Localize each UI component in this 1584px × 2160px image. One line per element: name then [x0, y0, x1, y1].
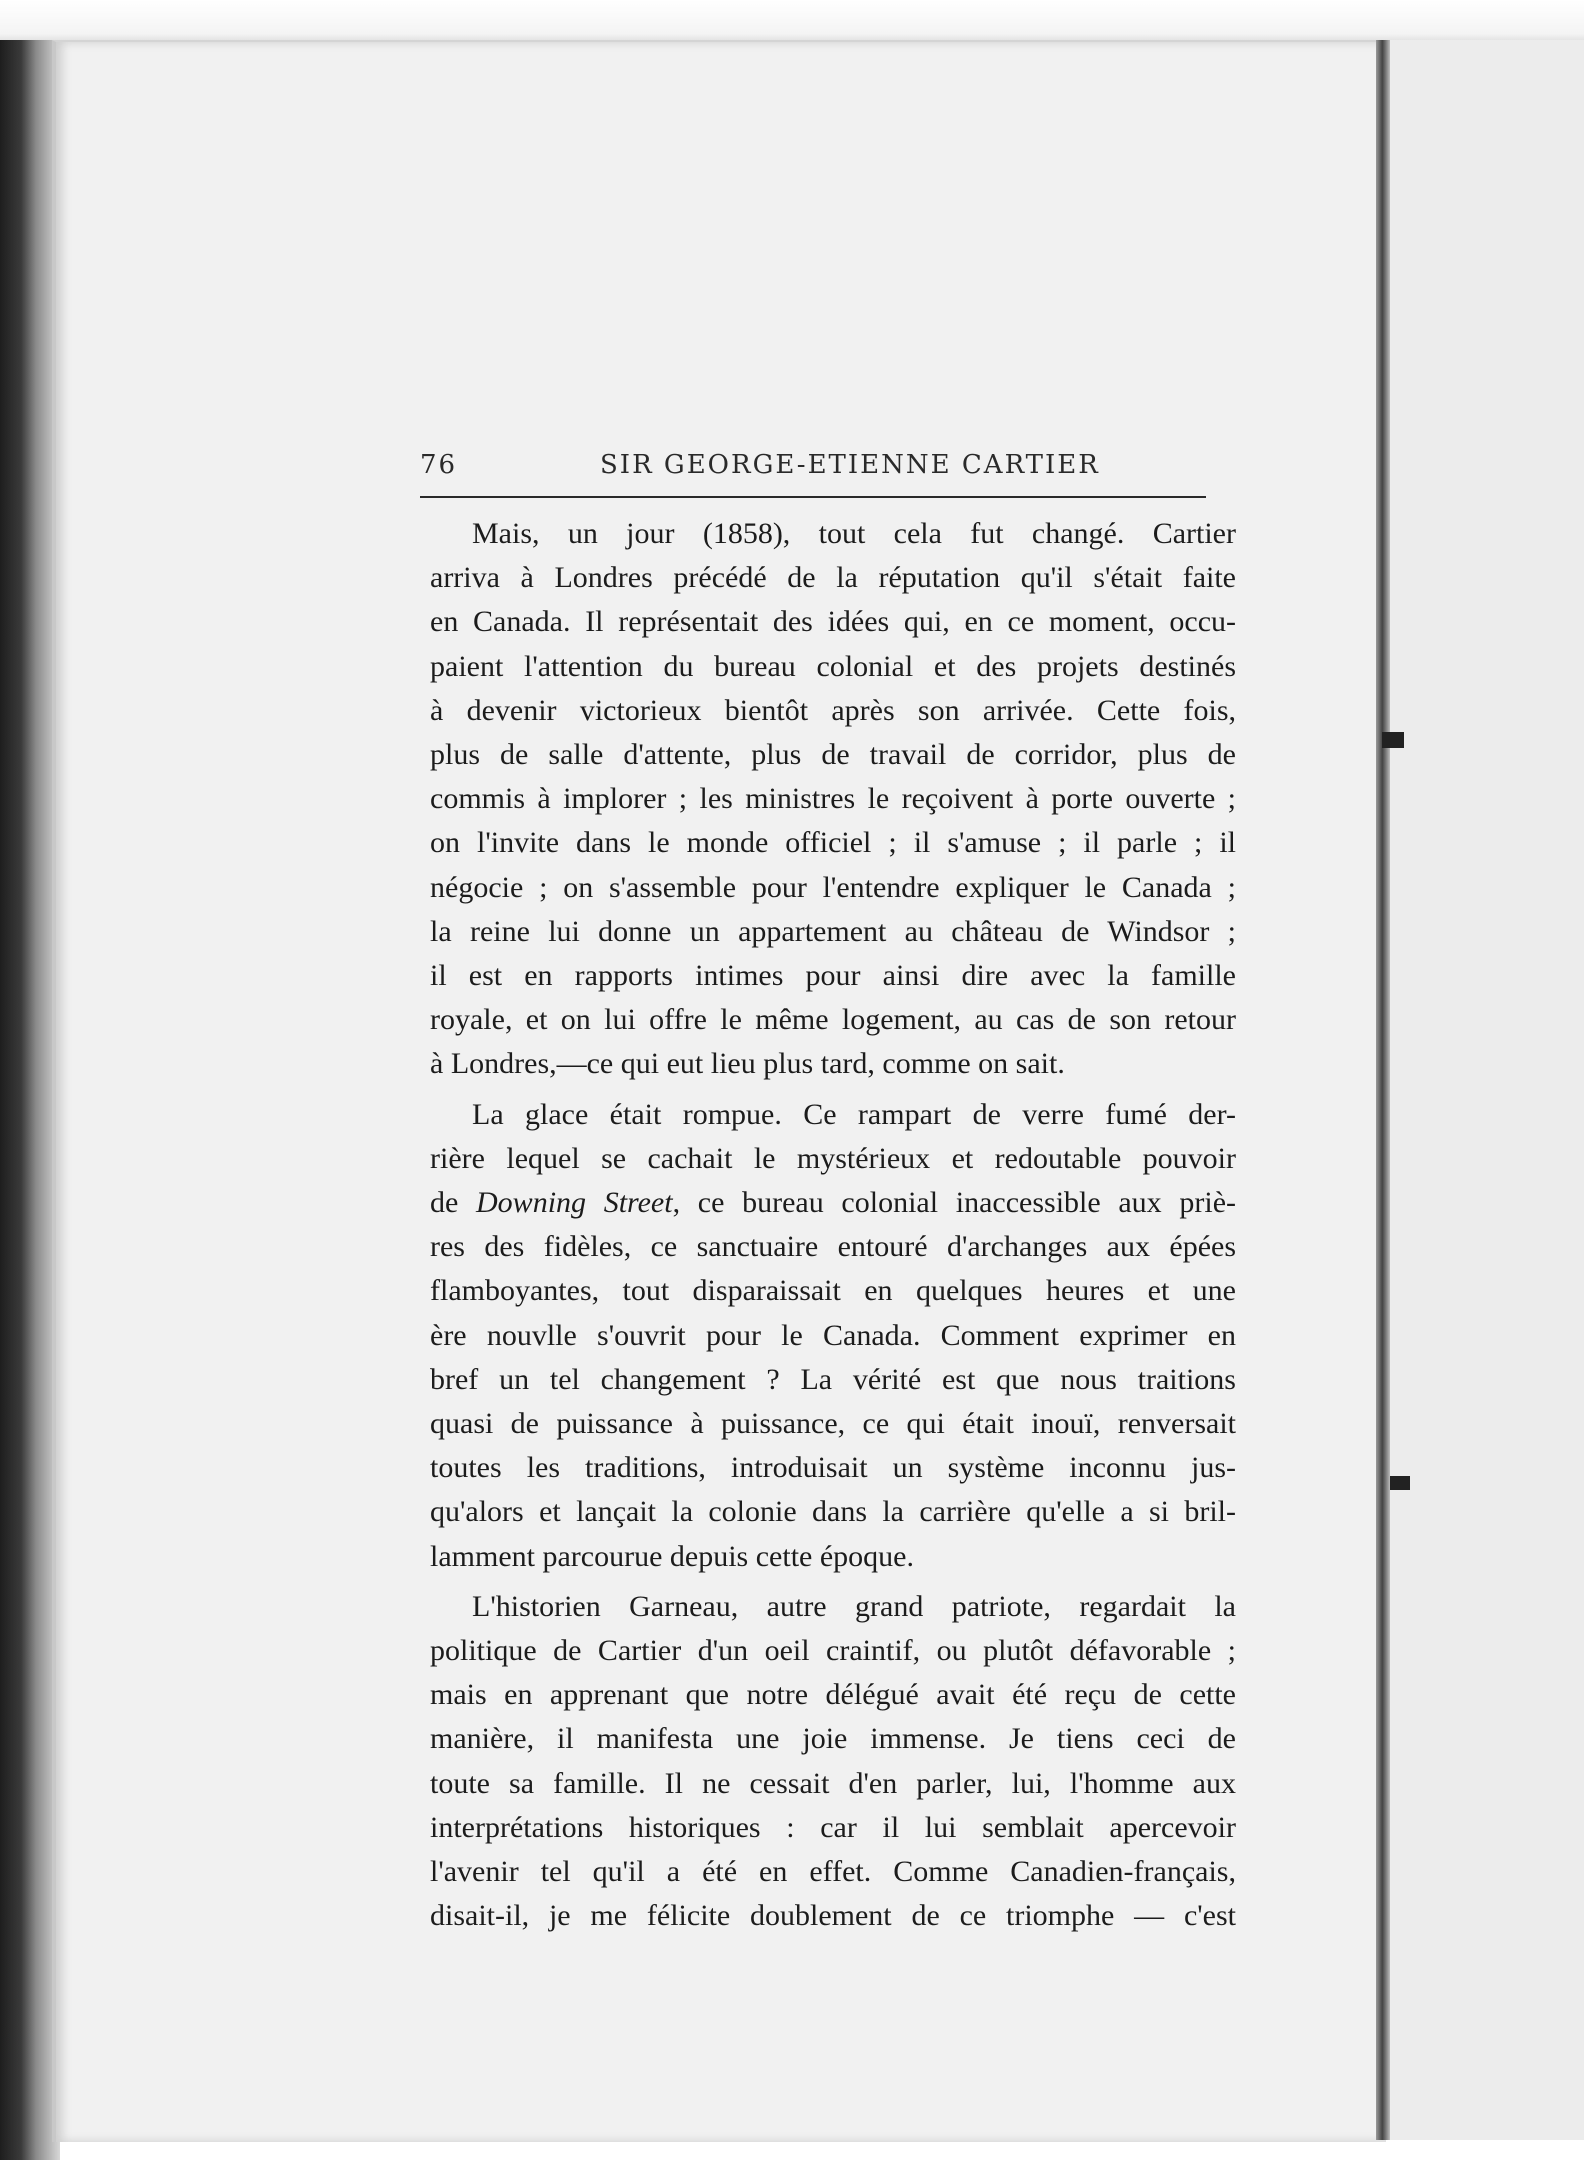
binding-clip-lower	[1390, 1476, 1410, 1490]
text-line: rière lequel se cachait le mystérieux et redoutable pouvoir	[430, 1141, 1236, 1175]
text-line: commis à implorer ; les ministres le reçoivent à porte ouverte ;	[430, 782, 1236, 816]
text-line: L'historien Garneau, autre grand patriote, regardait la	[472, 1589, 1236, 1623]
text-line: mais en apprenant que notre délégué avait été reçu de cette	[430, 1678, 1236, 1712]
text-line: interprétations historiques : car il lui semblait apercevoir	[430, 1810, 1236, 1844]
facing-page-edge	[1390, 40, 1584, 2140]
text-line: à devenir victorieux bientôt après son arrivée. Cette fois,	[430, 693, 1236, 727]
text-line: qu'alors et lançait la colonie dans la carrière qu'elle a si bril-	[430, 1495, 1236, 1529]
text-line: à Londres,—ce qui eut lieu plus tard, comme on sait.	[430, 1047, 1065, 1081]
book-gutter	[1376, 40, 1390, 2140]
text-line: la reine lui donne un appartement au château de Windsor ;	[430, 914, 1236, 948]
text-line: toutes les traditions, introduisait un système inconnu jus-	[430, 1451, 1236, 1485]
text-line: de Downing Street, ce bureau colonial inaccessible aux priè-	[430, 1186, 1237, 1220]
page-number: 76	[420, 450, 458, 480]
text-line: lamment parcourue depuis cette époque.	[430, 1539, 914, 1573]
book-left-edge	[0, 40, 60, 2160]
paragraph-2	[430, 1093, 1236, 1579]
text-line: paient l'attention du bureau colonial et des projets destinés	[430, 649, 1236, 683]
text-line: disait-il, je me félicite doublement de ce triomphe — c'est	[430, 1899, 1236, 1933]
text-line: l'avenir tel qu'il a été en effet. Comme Canadien-français,	[430, 1855, 1236, 1889]
text-line: toute sa famille. Il ne cessait d'en parler, lui, l'homme aux	[430, 1766, 1236, 1800]
text-line: en Canada. Il représentait des idées qui, en ce moment, occu-	[430, 605, 1236, 639]
italic-phrase: Downing Street	[476, 1186, 673, 1220]
text-line: bref un tel changement ? La vérité est que nous traitions	[430, 1362, 1236, 1396]
text-line: plus de salle d'attente, plus de travail de corridor, plus de	[430, 738, 1236, 772]
text-line: il est en rapports intimes pour ainsi dire avec la famille	[430, 959, 1236, 993]
text-line: Mais, un jour (1858), tout cela fut changé. Cartier	[472, 517, 1236, 550]
running-title: SIR GEORGE-ETIENNE CARTIER	[600, 450, 1100, 480]
text-line: arriva à Londres précédé de la réputation qu'il s'était faite	[430, 561, 1236, 595]
binding-clip-upper	[1382, 732, 1404, 748]
text-line: quasi de puissance à puissance, ce qui était inouï, renversait	[430, 1407, 1236, 1441]
body-text	[430, 512, 1236, 1939]
text-line: flamboyantes, tout disparaissait en quelques heures et une	[430, 1274, 1236, 1308]
running-head	[420, 446, 1210, 486]
text-line: manière, il manifesta une joie immense. Je tiens ceci de	[430, 1722, 1236, 1756]
paragraph-1	[430, 512, 1236, 1087]
text-line: res des fidèles, ce sanctuaire entouré d'archanges aux épées	[430, 1230, 1236, 1264]
text-line: royale, et on lui offre le même logement, au cas de son retour	[430, 1003, 1236, 1037]
text-line: ère nouvlle s'ouvrit pour le Canada. Comment exprimer en	[430, 1318, 1236, 1352]
text-line: on l'invite dans le monde officiel ; il s'amuse ; il parle ; il	[430, 826, 1236, 860]
header-rule	[420, 496, 1206, 498]
text-line: La glace était rompue. Ce rampart de verre fumé der-	[472, 1097, 1236, 1131]
text-line: politique de Cartier d'un oeil craintif, ou plutôt défavorable ;	[430, 1634, 1236, 1668]
text-line: négocie ; on s'assemble pour l'entendre expliquer le Canada ;	[430, 870, 1236, 904]
paragraph-3	[430, 1585, 1236, 1939]
